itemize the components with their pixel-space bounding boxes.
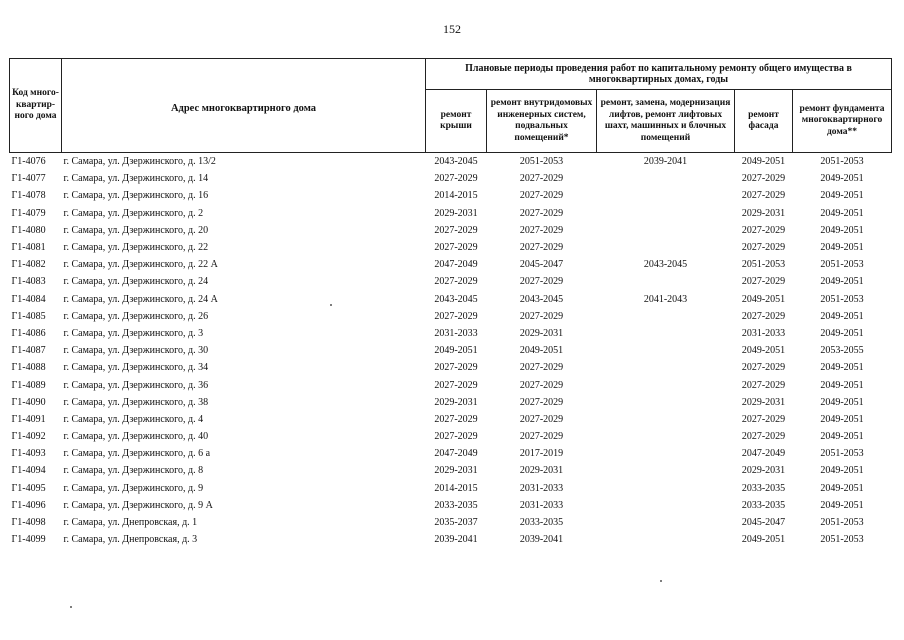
cell-engineering: 2043-2045	[519, 293, 564, 305]
table-row	[10, 291, 892, 308]
table-row	[10, 428, 892, 445]
table-row	[10, 394, 892, 411]
cell-roof: 2029-2031	[434, 396, 478, 408]
cell-elevators: 2041-2043	[643, 293, 688, 305]
cell-roof: 2029-2031	[434, 465, 478, 477]
cell-roof: 2027-2029	[434, 413, 478, 425]
cell-address: г. Самара, ул. Дзержинского, д. 13/2	[63, 156, 216, 168]
cell-foundation: 2049-2051	[820, 276, 864, 288]
cell-roof: 2049-2051	[434, 345, 478, 357]
header-foundation: ремонт фундамента многоквартирного дома**	[793, 90, 892, 153]
cell-code: Г1-4085	[11, 310, 46, 322]
cell-foundation: 2049-2051	[820, 482, 864, 494]
cell-facade: 2027-2029	[741, 190, 786, 202]
cell-address: г. Самара, ул. Дзержинского, д. 26	[63, 310, 209, 322]
cell-roof: 2029-2031	[434, 207, 478, 219]
cell-roof: 2033-2035	[434, 499, 478, 511]
cell-foundation: 2049-2051	[820, 396, 864, 408]
cell-roof: 2047-2049	[434, 259, 478, 271]
cell-roof: 2027-2029	[434, 276, 478, 288]
header-code: Код много-квартир-ного дома	[10, 59, 62, 153]
cell-engineering: 2027-2029	[519, 207, 564, 219]
cell-engineering: 2027-2029	[519, 190, 564, 202]
cell-code: Г1-4091	[11, 413, 46, 425]
cell-facade: 2051-2053	[741, 259, 786, 271]
cell-facade: 2027-2029	[741, 431, 786, 443]
cell-foundation: 2049-2051	[820, 499, 864, 511]
table-row	[10, 308, 892, 325]
cell-foundation: 2051-2053	[820, 517, 864, 529]
cell-code: Г1-4089	[11, 379, 46, 391]
cell-engineering: 2027-2029	[519, 413, 564, 425]
cell-engineering: 2031-2033	[519, 482, 564, 494]
cell-facade: 2027-2029	[741, 276, 786, 288]
cell-facade: 2027-2029	[741, 224, 786, 236]
cell-code: Г1-4084	[11, 293, 46, 305]
table-row	[10, 153, 892, 171]
cell-engineering: 2027-2029	[519, 396, 564, 408]
cell-elevators	[597, 376, 735, 393]
table-row	[10, 531, 892, 548]
cell-address: г. Самара, ул. Дзержинского, д. 22	[63, 242, 209, 254]
cell-address: г. Самара, ул. Дзержинского, д. 4	[63, 413, 204, 425]
cell-foundation: 2049-2051	[820, 379, 864, 391]
cell-engineering: 2031-2033	[519, 499, 564, 511]
header-engineering: ремонт внутридомовых инженерных систем, подвальных помещений*	[487, 90, 597, 153]
table-row	[10, 376, 892, 393]
cell-elevators	[597, 514, 735, 531]
cell-address: г. Самара, ул. Дзержинского, д. 38	[63, 396, 209, 408]
table-row	[10, 239, 892, 256]
cell-roof: 2014-2015	[434, 482, 478, 494]
cell-elevators	[597, 428, 735, 445]
cell-elevators	[597, 170, 735, 187]
cell-engineering: 2051-2053	[519, 156, 564, 168]
cell-address: г. Самара, ул. Дзержинского, д. 16	[63, 190, 209, 202]
table-row	[10, 187, 892, 204]
cell-code: Г1-4076	[11, 156, 46, 168]
cell-address: г. Самара, ул. Дзержинского, д. 20	[63, 224, 209, 236]
cell-facade: 2027-2029	[741, 379, 786, 391]
cell-elevators	[597, 308, 735, 325]
cell-roof: 2047-2049	[434, 448, 478, 460]
cell-facade: 2029-2031	[741, 207, 786, 219]
cell-facade: 2027-2029	[741, 173, 786, 185]
cell-facade: 2049-2051	[741, 345, 786, 357]
cell-facade: 2045-2047	[741, 517, 786, 529]
cell-address: г. Самара, ул. Дзержинского, д. 3	[63, 327, 204, 339]
cell-elevators	[597, 325, 735, 342]
cell-roof: 2027-2029	[434, 242, 478, 254]
cell-engineering: 2027-2029	[519, 224, 564, 236]
cell-facade: 2027-2029	[741, 362, 786, 374]
cell-code: Г1-4090	[11, 396, 46, 408]
cell-address: г. Самара, ул. Дзержинского, д. 2	[63, 207, 204, 219]
header-address: Адрес многоквартирного дома	[62, 59, 426, 153]
cell-facade: 2033-2035	[741, 482, 786, 494]
table-row	[10, 222, 892, 239]
cell-code: Г1-4080	[11, 224, 46, 236]
scan-speck	[70, 606, 72, 608]
cell-elevators	[597, 394, 735, 411]
cell-foundation: 2049-2051	[820, 327, 864, 339]
cell-code: Г1-4078	[11, 190, 46, 202]
cell-elevators	[597, 497, 735, 514]
header-elevators: ремонт, замена, модернизация лифтов, ремонт лифтовых шахт, машинных и блочных помещений	[597, 90, 735, 153]
cell-foundation: 2051-2053	[820, 293, 864, 305]
cell-address: г. Самара, ул. Дзержинского, д. 8	[63, 465, 204, 477]
cell-foundation: 2049-2051	[820, 224, 864, 236]
cell-foundation: 2049-2051	[820, 465, 864, 477]
cell-roof: 2027-2029	[434, 310, 478, 322]
cell-address: г. Самара, ул. Днепровская, д. 3	[63, 534, 198, 546]
cell-code: Г1-4092	[11, 431, 46, 443]
cell-code: Г1-4081	[11, 242, 46, 254]
cell-roof: 2014-2015	[434, 190, 478, 202]
capital-repair-schedule-table	[9, 58, 892, 548]
cell-foundation: 2049-2051	[820, 413, 864, 425]
cell-engineering: 2027-2029	[519, 310, 564, 322]
scan-speck	[330, 304, 332, 306]
cell-elevators	[597, 531, 735, 548]
cell-foundation: 2051-2053	[820, 448, 864, 460]
table-row	[10, 342, 892, 359]
cell-foundation: 2051-2053	[820, 156, 864, 168]
cell-address: г. Самара, ул. Дзержинского, д. 36	[63, 379, 209, 391]
cell-code: Г1-4079	[11, 207, 46, 219]
cell-code: Г1-4094	[11, 465, 46, 477]
cell-code: Г1-4077	[11, 173, 46, 185]
cell-elevators	[597, 239, 735, 256]
cell-engineering: 2029-2031	[519, 327, 564, 339]
table-row	[10, 256, 892, 273]
cell-engineering: 2027-2029	[519, 173, 564, 185]
table-row	[10, 325, 892, 342]
cell-roof: 2027-2029	[434, 362, 478, 374]
cell-address: г. Самара, ул. Дзержинского, д. 34	[63, 362, 209, 374]
cell-code: Г1-4087	[11, 345, 46, 357]
cell-facade: 2029-2031	[741, 396, 786, 408]
cell-roof: 2043-2045	[434, 156, 478, 168]
table-row	[10, 411, 892, 428]
cell-code: Г1-4093	[11, 448, 46, 460]
cell-elevators	[597, 205, 735, 222]
table-row	[10, 205, 892, 222]
cell-facade: 2047-2049	[741, 448, 786, 460]
cell-code: Г1-4086	[11, 327, 46, 339]
table-row	[10, 445, 892, 462]
cell-elevators	[597, 411, 735, 428]
header-planned-periods: Плановые периоды проведения работ по капитальному ремонту общего имущества в многоквартирных домах, годы	[426, 59, 892, 90]
cell-facade: 2027-2029	[741, 413, 786, 425]
cell-engineering: 2029-2031	[519, 465, 564, 477]
cell-roof: 2027-2029	[434, 379, 478, 391]
table-header	[10, 59, 892, 153]
cell-engineering: 2039-2041	[519, 534, 564, 546]
cell-engineering: 2027-2029	[519, 431, 564, 443]
cell-address: г. Самара, ул. Дзержинского, д. 14	[63, 173, 209, 185]
cell-engineering: 2027-2029	[519, 276, 564, 288]
cell-elevators	[597, 342, 735, 359]
cell-elevators: 2043-2045	[643, 259, 688, 271]
cell-address: г. Самара, ул. Дзержинского, д. 24	[63, 276, 209, 288]
cell-foundation: 2053-2055	[820, 345, 864, 357]
cell-address: г. Самара, ул. Дзержинского, д. 9 А	[63, 499, 213, 511]
cell-roof: 2039-2041	[434, 534, 478, 546]
scan-speck	[660, 580, 662, 582]
cell-address: г. Самара, ул. Дзержинского, д. 22 А	[63, 259, 218, 271]
cell-foundation: 2049-2051	[820, 190, 864, 202]
cell-address: г. Самара, ул. Дзержинского, д. 40	[63, 431, 209, 443]
cell-foundation: 2049-2051	[820, 242, 864, 254]
cell-facade: 2049-2051	[741, 293, 786, 305]
cell-engineering: 2049-2051	[519, 345, 564, 357]
header-roof: ремонт крыши	[426, 90, 487, 153]
cell-facade: 2031-2033	[741, 327, 786, 339]
cell-elevators	[597, 187, 735, 204]
header-facade: ремонт фасада	[735, 90, 793, 153]
cell-foundation: 2051-2053	[820, 534, 864, 546]
cell-engineering: 2027-2029	[519, 242, 564, 254]
table-row	[10, 170, 892, 187]
cell-code: Г1-4098	[11, 517, 46, 529]
cell-address: г. Самара, ул. Днепровская, д. 1	[63, 517, 198, 529]
table-body	[10, 153, 892, 549]
table-row	[10, 497, 892, 514]
cell-facade: 2049-2051	[741, 156, 786, 168]
cell-foundation: 2049-2051	[820, 207, 864, 219]
cell-foundation: 2049-2051	[820, 431, 864, 443]
table-row	[10, 514, 892, 531]
cell-address: г. Самара, ул. Дзержинского, д. 30	[63, 345, 209, 357]
cell-engineering: 2027-2029	[519, 362, 564, 374]
cell-code: Г1-4095	[11, 482, 46, 494]
cell-code: Г1-4099	[11, 534, 46, 546]
cell-facade: 2027-2029	[741, 242, 786, 254]
cell-roof: 2043-2045	[434, 293, 478, 305]
page-number: 152	[443, 22, 461, 36]
cell-engineering: 2027-2029	[519, 379, 564, 391]
cell-elevators	[597, 222, 735, 239]
cell-elevators	[597, 445, 735, 462]
cell-elevators	[597, 359, 735, 376]
cell-code: Г1-4088	[11, 362, 46, 374]
cell-foundation: 2049-2051	[820, 173, 864, 185]
table-row	[10, 480, 892, 497]
cell-roof: 2027-2029	[434, 173, 478, 185]
cell-foundation: 2051-2053	[820, 259, 864, 271]
cell-code: Г1-4083	[11, 276, 46, 288]
table-row	[10, 462, 892, 479]
cell-facade: 2027-2029	[741, 310, 786, 322]
cell-elevators: 2039-2041	[643, 156, 688, 168]
cell-foundation: 2049-2051	[820, 310, 864, 322]
cell-facade: 2033-2035	[741, 499, 786, 511]
cell-roof: 2027-2029	[434, 224, 478, 236]
cell-address: г. Самара, ул. Дзержинского, д. 9	[63, 482, 204, 494]
table-row	[10, 273, 892, 290]
cell-roof: 2031-2033	[434, 327, 478, 339]
cell-engineering: 2033-2035	[519, 517, 564, 529]
table-row	[10, 359, 892, 376]
cell-code: Г1-4096	[11, 499, 46, 511]
cell-code: Г1-4082	[11, 259, 46, 271]
cell-engineering: 2017-2019	[519, 448, 564, 460]
cell-address: г. Самара, ул. Дзержинского, д. 6 а	[63, 448, 211, 460]
cell-roof: 2035-2037	[434, 517, 478, 529]
cell-engineering: 2045-2047	[519, 259, 564, 271]
cell-roof: 2027-2029	[434, 431, 478, 443]
cell-elevators	[597, 462, 735, 479]
cell-facade: 2029-2031	[741, 465, 786, 477]
cell-facade: 2049-2051	[741, 534, 786, 546]
cell-address: г. Самара, ул. Дзержинского, д. 24 А	[63, 293, 218, 305]
cell-foundation: 2049-2051	[820, 362, 864, 374]
cell-elevators	[597, 273, 735, 290]
cell-elevators	[597, 480, 735, 497]
